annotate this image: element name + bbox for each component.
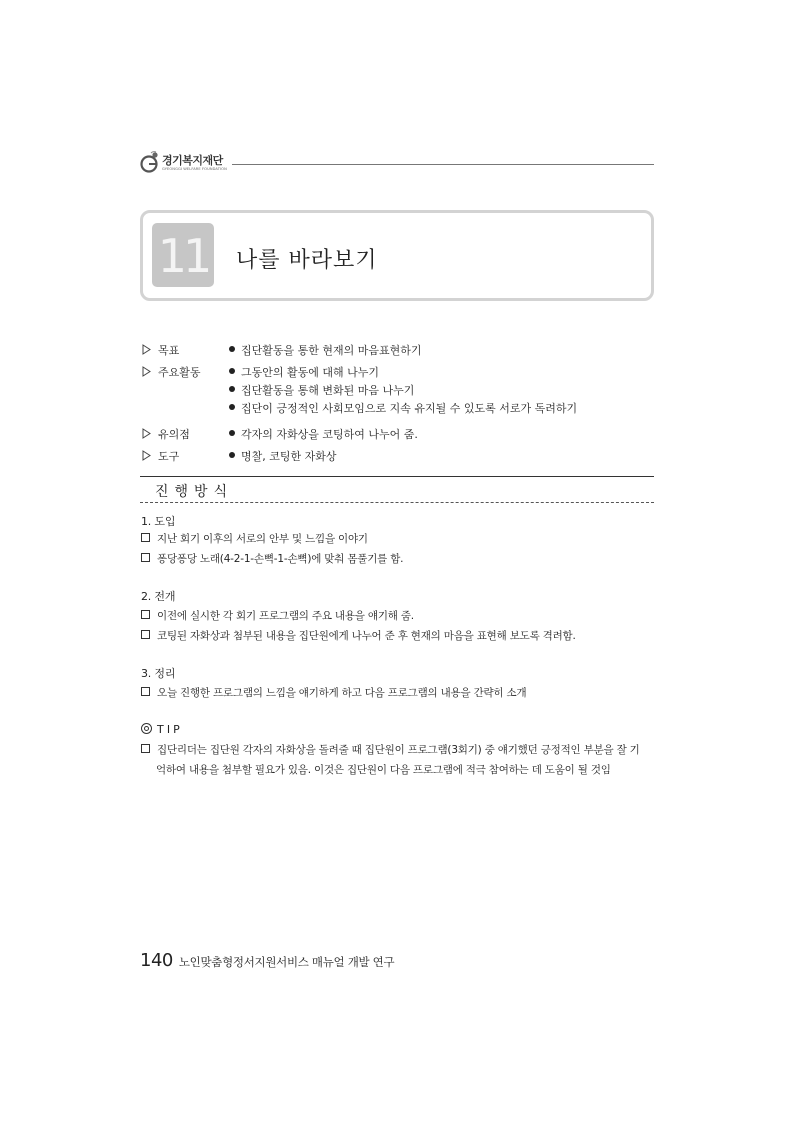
info-label: 도구 (158, 450, 180, 463)
foundation-logo (140, 150, 240, 176)
info-label: 유의점 (158, 428, 190, 441)
info-item: 그동안의 활동에 대해 나누기 (241, 366, 380, 379)
info-item: 집단이 긍정적인 사회모임으로 지속 유지될 수 있도록 서로가 독려하기 (241, 402, 578, 415)
session-number: 11 (152, 223, 214, 287)
section-dashed-rule (140, 502, 654, 503)
procedure-heading: 3. 정리 (141, 667, 176, 680)
checkbox-square-icon (141, 630, 150, 639)
checkbox-square-icon (141, 553, 150, 562)
info-label: 주요활동 (158, 366, 201, 379)
bullet-icon (229, 346, 235, 352)
bullet-icon (229, 404, 235, 410)
info-item: 집단활동을 통한 현재의 마음표현하기 (241, 344, 422, 357)
bullet-icon (229, 430, 235, 436)
footer-title: 노인맞춤형정서지원서비스 매뉴얼 개발 연구 (178, 955, 395, 969)
bullet-icon (229, 386, 235, 392)
info-label: 목표 (158, 344, 180, 357)
bullet-icon (229, 452, 235, 458)
checkbox-square-icon (141, 744, 150, 753)
procedure-item: 이전에 실시한 각 회기 프로그램의 주요 내용을 얘기해 줌. (141, 608, 414, 623)
procedure-item: 코팅된 자화상과 첨부된 내용을 집단원에게 나누어 준 후 현재의 마음을 표현해 보도록 격려함. (141, 628, 576, 643)
org-subtitle: GYEONGGI WELFARE FOUNDATION (162, 167, 227, 171)
procedure-heading: 2. 전개 (141, 590, 176, 603)
tip-heading: T I P (141, 723, 180, 736)
section-title: 진행방식 (155, 484, 234, 500)
checkbox-square-icon (141, 533, 150, 542)
session-title: 나를 바라보기 (236, 248, 378, 273)
procedure-heading: 1. 도입 (141, 515, 176, 528)
session-title-box (140, 210, 654, 301)
procedure-item: 오늘 진행한 프로그램의 느낌을 얘기하게 하고 다음 프로그램의 내용을 간략히 소개 (141, 685, 526, 700)
tip-line: 집단리더는 집단원 각자의 자화상을 돌려줄 때 집단원이 프로그램(3회기) 중 얘기했던 긍정적인 부분을 잘 기 (141, 742, 640, 757)
double-circle-icon (141, 723, 152, 734)
header-rule (232, 164, 654, 165)
tip-line: 억하여 내용을 첨부할 필요가 있음. 이것은 집단원이 다음 프로그램에 적극 참여하는 데 도움이 될 것임 (156, 764, 611, 776)
info-item: 명찰, 코팅한 자화상 (241, 450, 337, 463)
section-rule (140, 476, 654, 477)
bullet-icon (229, 368, 235, 374)
checkbox-square-icon (141, 687, 150, 696)
info-item: 각자의 자화상을 코팅하여 나누어 줌. (241, 428, 418, 441)
page-number: 140 (140, 950, 173, 971)
checkbox-square-icon (141, 610, 150, 619)
procedure-item: 퐁당퐁당 노래(4-2-1-손뼉-1-손뼉)에 맞춰 몸풀기를 함. (141, 551, 403, 566)
page-footer (140, 950, 394, 971)
info-item: 집단활동을 통해 변화된 마음 나누기 (241, 384, 415, 397)
org-name: 경기복지재단 (162, 154, 223, 167)
procedure-item: 지난 회기 이후의 서로의 안부 및 느낌을 이야기 (141, 531, 368, 546)
logo-mark-icon (140, 151, 160, 173)
